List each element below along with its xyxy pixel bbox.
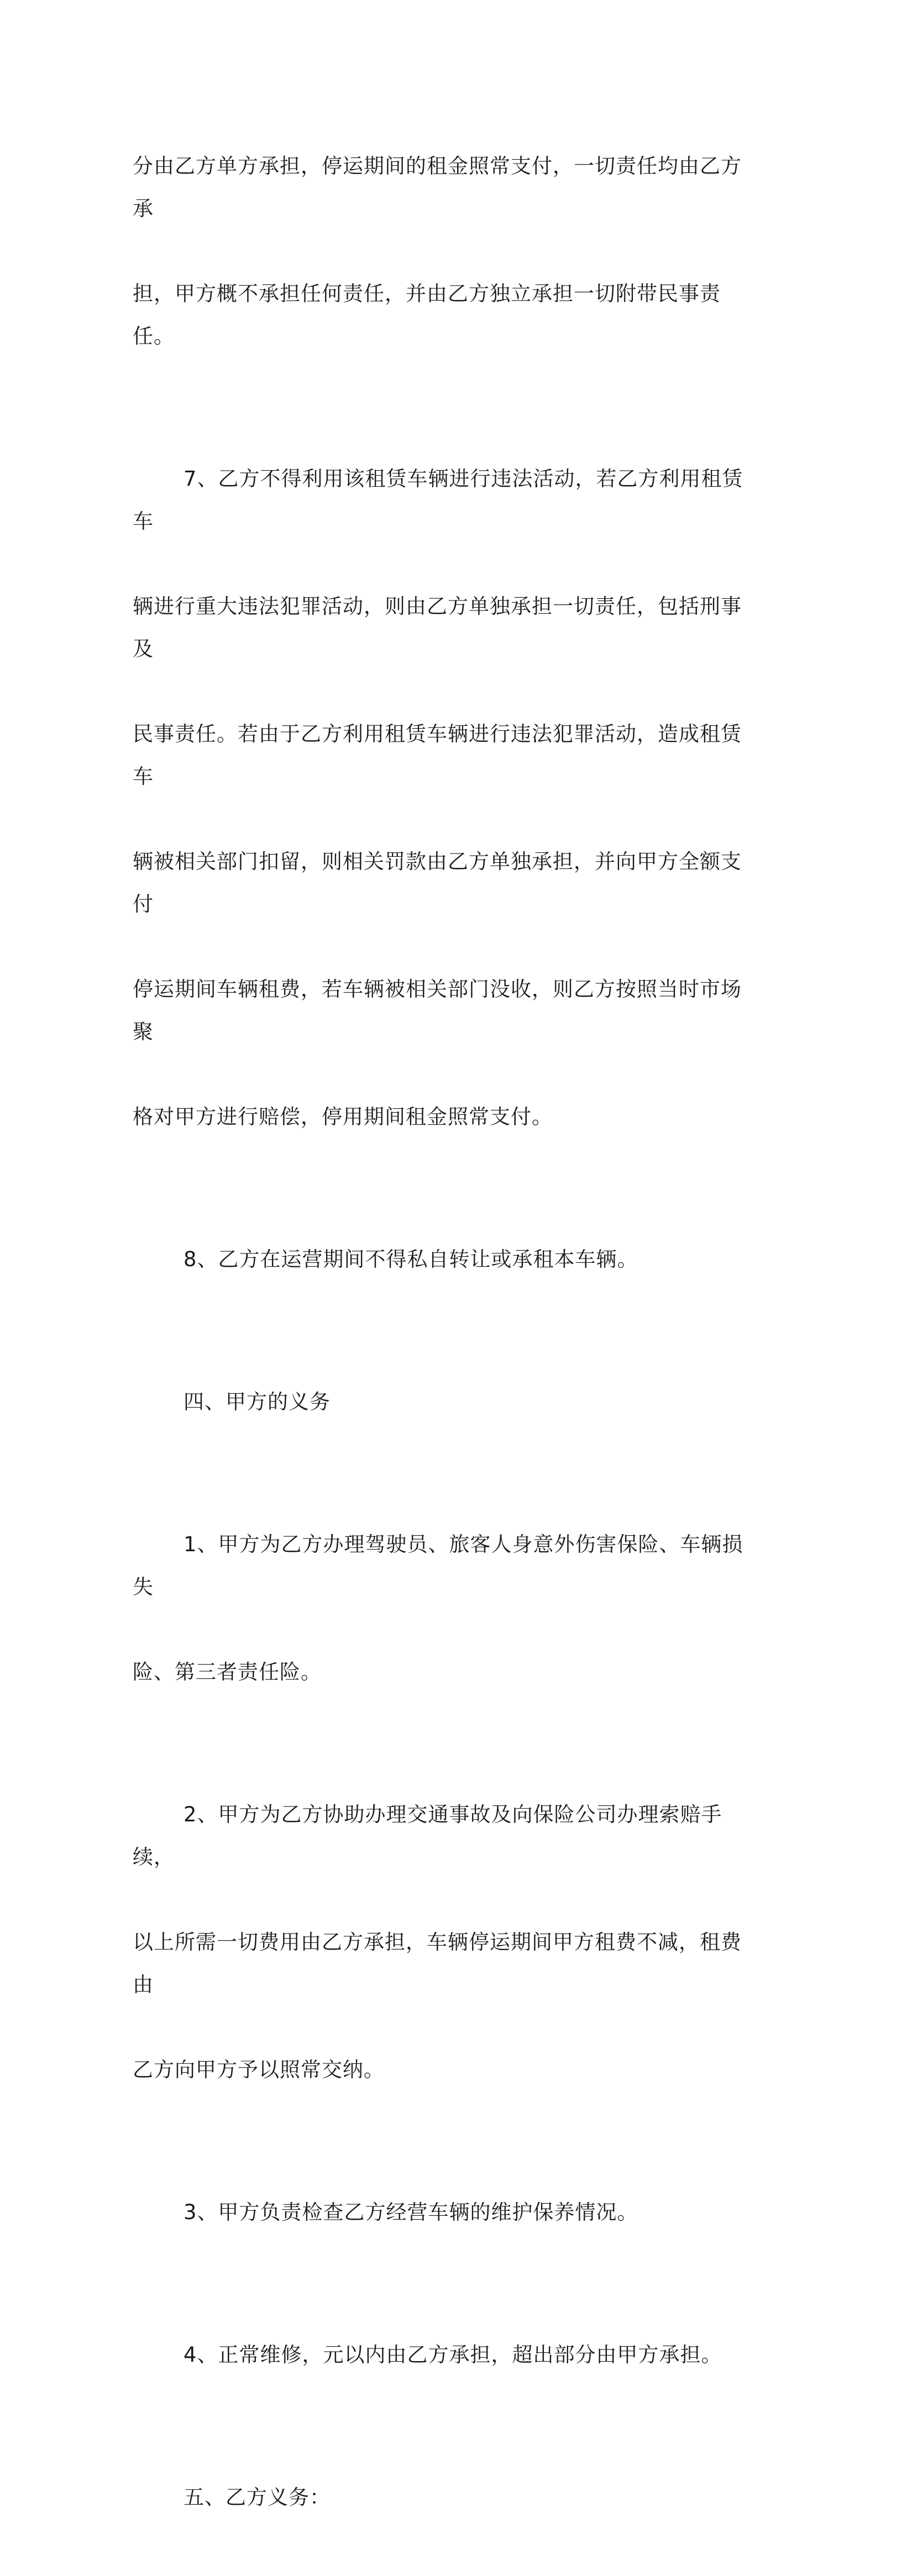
text-line: 4、正常维修，元以内由乙方承担，超出部分由甲方承担。 — [183, 2343, 722, 2367]
section-heading-party-b-obligations — [133, 2433, 752, 2561]
text-line: 辆被相关部门扣留，则相关罚款由乙方单独承担，并向甲方全额支付 — [133, 850, 742, 916]
text-line: 险、第三者责任险。 — [133, 1660, 322, 1684]
text-line: 2、甲方为乙方协助办理交通事故及向保险公司办理索赔手续， — [133, 1803, 722, 1869]
text-line: 1、甲方为乙方办理驾驶员、旅客人身意外伤害保险、车辆损失 — [133, 1532, 743, 1599]
paragraph-a-clause-2 — [133, 1751, 752, 2134]
paragraph-a-clause-4 — [133, 2291, 752, 2419]
text-line: 格对甲方进行赔偿，停用期间租金照常支付。 — [133, 1105, 553, 1129]
text-line: 民事责任。若由于乙方利用租赁车辆进行违法犯罪活动，造成租赁车 — [133, 722, 742, 788]
paragraph-clause-8 — [133, 1195, 752, 1323]
document-body — [133, 102, 752, 2576]
text-line: 3、甲方负责检查乙方经营车辆的维护保养情况。 — [183, 2200, 638, 2224]
text-line: 乙方向甲方予以照常交纳。 — [133, 2058, 385, 2082]
section-heading-party-a-obligations — [133, 1338, 752, 1466]
text-line: 以上所需一切费用由乙方承担，车辆停运期间甲方租费不减，租费由 — [133, 1930, 742, 1996]
text-line: 7、乙方不得利用该租赁车辆进行违法活动，若乙方利用租赁车 — [133, 467, 743, 533]
text-line: 分由乙方单方承担，停运期间的租金照常支付，一切责任均由乙方承 — [133, 154, 742, 220]
section-heading: 四、甲方的义务 — [183, 1390, 331, 1414]
section-heading: 五、乙方义务： — [183, 2485, 331, 2509]
paragraph-a-clause-1 — [133, 1481, 752, 1736]
text-line: 停运期间车辆租费，若车辆被相关部门没收，则乙方按照当时市场聚 — [133, 977, 742, 1044]
paragraph-liability-continuation — [133, 102, 752, 400]
paragraph-a-clause-3 — [133, 2148, 752, 2276]
text-line: 8、乙方在运营期间不得私自转让或承租本车辆。 — [183, 1247, 638, 1271]
text-line: 担，甲方概不承担任何责任，并由乙方独立承担一切附带民事责任。 — [133, 282, 721, 348]
text-line: 辆进行重大违法犯罪活动，则由乙方单独承担一切责任，包括刑事及 — [133, 594, 742, 661]
paragraph-clause-7 — [133, 415, 752, 1181]
